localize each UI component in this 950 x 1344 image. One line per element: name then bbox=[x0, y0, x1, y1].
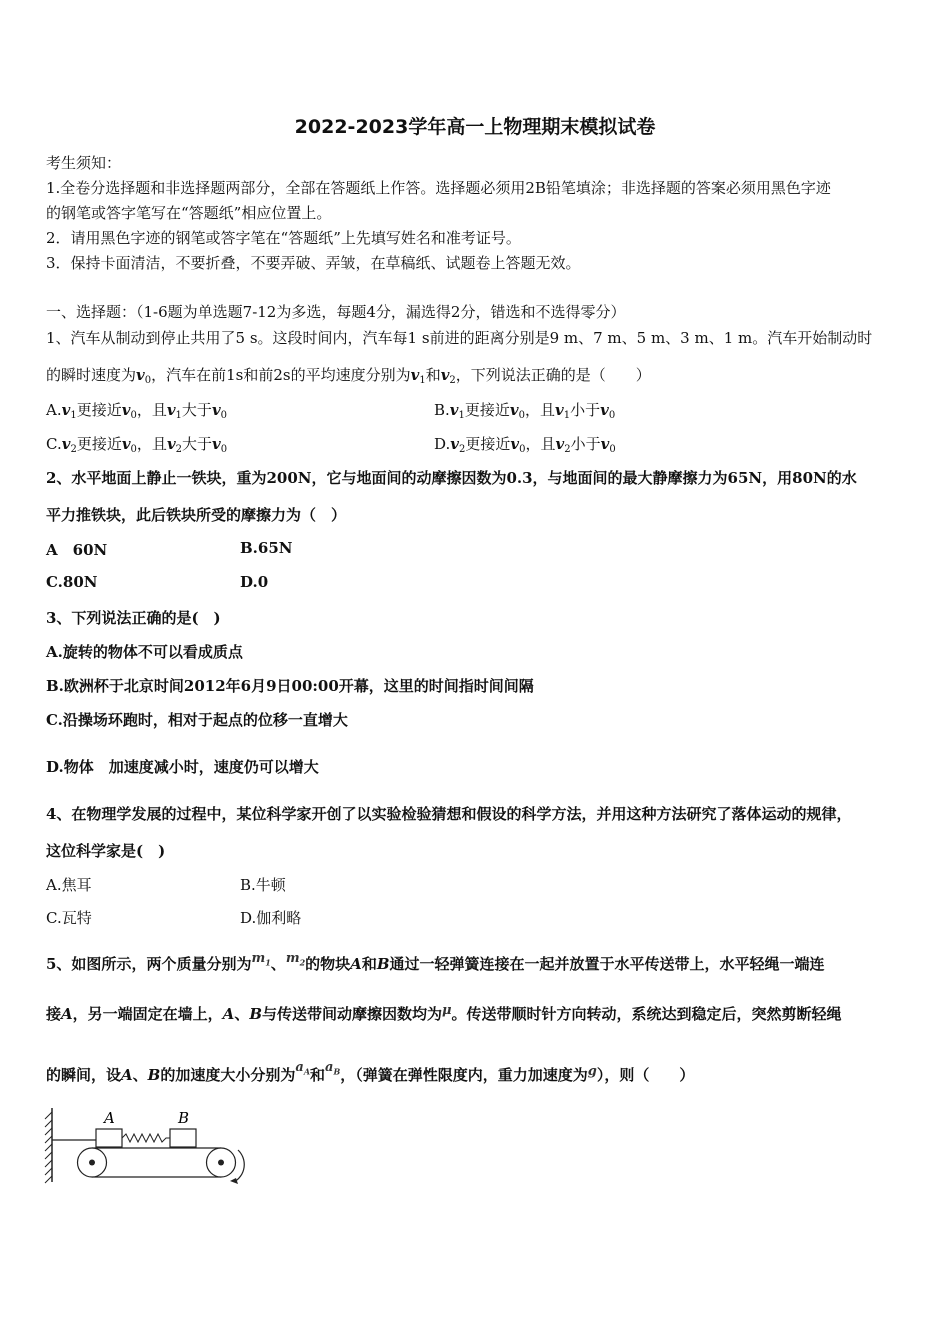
q4-option-d[interactable]: D.伽利略 bbox=[240, 909, 302, 927]
q1-option-c[interactable]: $C.v_2$更接近$v_0$，且$v_2$大于$v_0$ bbox=[46, 435, 228, 455]
q4-option-b[interactable]: B.牛顿 bbox=[240, 876, 286, 894]
symbol-v: v bbox=[440, 366, 450, 384]
q5-stem-line2: 接A，另一端固定在墙上，A、B与传送带间动摩擦因数均为μ。传送带顺时针方向转动，系统达到稳定后，突然剪断轻绳 bbox=[46, 1003, 842, 1023]
subscript: 1 bbox=[419, 375, 426, 386]
q5-stem-line1: 5、如图所示，两个质量分别为$m_1$、$m_2$的物块A和B通过一轻弹簧连接在一起并放置于水平传送带上，水平轻绳一端连 bbox=[46, 951, 825, 973]
notice-item: 3．保持卡面清洁，不要折叠，不要弄破、弄皱，在草稿纸、试题卷上答题无效。 bbox=[46, 254, 581, 272]
block-b bbox=[170, 1129, 196, 1147]
q2-option-a[interactable]: A 60N bbox=[46, 541, 108, 559]
q4-option-c[interactable]: C.瓦特 bbox=[46, 909, 92, 927]
q2-option-d[interactable]: D.0 bbox=[240, 573, 269, 591]
wall-hatch bbox=[45, 1112, 52, 1183]
q1-text: ，汽车在前1s和前2s的平均速度分别为 bbox=[151, 366, 411, 384]
block-a-label: A bbox=[104, 1109, 115, 1127]
q1-stem-line1: 1、汽车从制动到停止共用了5 s。这段时间内，汽车每1 s前进的距离分别是9 m、7 m、5 m、3 m、1 m。汽车开始制动时 bbox=[46, 329, 873, 347]
q3-option-b[interactable]: B.欧洲杯于北京时间2012年6月9日00:00开幕，这里的时间指时间间隔 bbox=[46, 677, 534, 695]
q5-stem-line3: 的瞬间，设A、B的加速度大小分别为$a_A$和$a_B$，（弹簧在弹性限度内，重力加速度为g），则（ ） bbox=[46, 1060, 695, 1084]
spring bbox=[122, 1134, 170, 1142]
q4-option-a[interactable]: A.焦耳 bbox=[46, 876, 92, 894]
block-b-label: B bbox=[178, 1109, 190, 1127]
subscript: 2 bbox=[449, 375, 456, 386]
q3-option-d[interactable]: D.物体 加速度减小时，速度仍可以增大 bbox=[46, 758, 319, 776]
q1-text: ，下列说法正确的是（ ） bbox=[455, 366, 651, 384]
section-heading: 一、选择题：（1-6题为单选题7-12为多选，每题4分，漏选得2分，错选和不选得零分） bbox=[46, 303, 626, 321]
arrow-head-icon bbox=[230, 1178, 238, 1184]
q3-stem: 3、下列说法正确的是( ) bbox=[46, 609, 221, 627]
subscript: 0 bbox=[144, 375, 152, 386]
q1-option-a[interactable]: $A.v_1$更接近$v_0$，且$v_1$大于$v_0$ bbox=[46, 401, 228, 421]
notice-item: 1.全卷分选择题和非选择题两部分，全部在答题纸上作答。选择题必须用2B铅笔填涂；非选择题的答案必须用黑色字迹 bbox=[46, 179, 831, 197]
left-axle bbox=[89, 1160, 95, 1166]
conveyor-figure bbox=[40, 1102, 260, 1188]
notice-item: 2．请用黑色字迹的钢笔或答字笔在“答题纸”上先填写姓名和准考证号。 bbox=[46, 229, 521, 247]
q1-text: 和 bbox=[425, 366, 441, 384]
block-a bbox=[96, 1129, 122, 1147]
q4-stem-line1: 4、在物理学发展的过程中，某位科学家开创了以实验检验猜想和假设的科学方法，并用这种方法研究了落体运动的规律， bbox=[46, 805, 852, 823]
right-axle bbox=[218, 1160, 224, 1166]
q2-option-b[interactable]: B.65N bbox=[240, 539, 293, 557]
q4-stem-line2: 这位科学家是( ) bbox=[46, 842, 166, 860]
notice-heading: 考生须知： bbox=[46, 154, 122, 172]
q1-option-d[interactable]: $D.v_2$更接近$v_0$，且$v_2$小于$v_0$ bbox=[434, 435, 616, 455]
q2-stem-line2: 平力推铁块，此后铁块所受的摩擦力为（ ） bbox=[46, 506, 347, 524]
q2-stem-line1: 2、水平地面上静止一铁块，重为200N，它与地面间的动摩擦因数为0.3，与地面间的最大静摩擦力为65N，用80N的水 bbox=[46, 469, 857, 487]
notice-item: 的钢笔或答字笔写在“答题纸”相应位置上。 bbox=[46, 204, 332, 222]
q2-option-c[interactable]: C.80N bbox=[46, 573, 98, 591]
q3-option-a[interactable]: A.旋转的物体不可以看成质点 bbox=[46, 643, 243, 661]
page-title: 2022-2023学年高一上物理期末模拟试卷 bbox=[294, 116, 656, 138]
symbol-v: v bbox=[410, 366, 420, 384]
q1-stem-line2 bbox=[46, 364, 651, 386]
q1-text: 的瞬时速度为 bbox=[46, 366, 137, 384]
symbol-v: v bbox=[136, 366, 145, 384]
q3-option-c[interactable]: C.沿操场环跑时，相对于起点的位移一直增大 bbox=[46, 711, 348, 729]
q1-option-b[interactable]: $B.v_1$更接近$v_0$，且$v_1$小于$v_0$ bbox=[434, 401, 616, 421]
